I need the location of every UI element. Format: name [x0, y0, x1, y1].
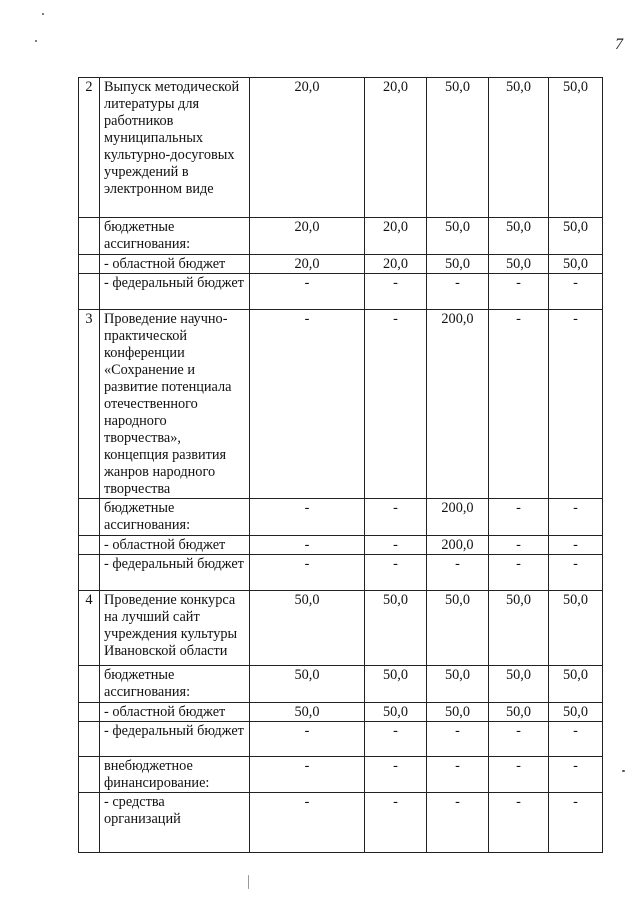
year-value-3: 200,0: [427, 536, 489, 555]
table-row: [79, 703, 603, 722]
table-row: [79, 255, 603, 274]
year-value-2: -: [365, 722, 427, 757]
table-row: [79, 78, 603, 218]
year-value-4: -: [489, 722, 549, 757]
year-value-3: 200,0: [427, 310, 489, 499]
row-description: - областной бюджет: [100, 703, 250, 722]
row-number: [79, 555, 100, 591]
row-number: 3: [79, 310, 100, 499]
row-description: - областной бюджет: [100, 255, 250, 274]
year-value-2: -: [365, 757, 427, 793]
table-row: [79, 793, 603, 853]
year-value-3: 50,0: [427, 255, 489, 274]
row-number: [79, 793, 100, 853]
row-number: 4: [79, 591, 100, 666]
year-value-5: 50,0: [549, 78, 603, 218]
scan-speck: [248, 875, 249, 889]
year-value-5: -: [549, 722, 603, 757]
row-description: Выпуск методической литературы для работников муниципальных культурно-досуговых учреждений в электронном виде: [100, 78, 250, 218]
row-number: 2: [79, 78, 100, 218]
year-value-3: 50,0: [427, 218, 489, 255]
year-value-3: -: [427, 757, 489, 793]
year-value-2: -: [365, 274, 427, 310]
year-value-4: 50,0: [489, 703, 549, 722]
scan-speck: [35, 40, 37, 42]
row-number: [79, 703, 100, 722]
row-description: Проведение конкурса на лучший сайт учреждения культуры Ивановской области: [100, 591, 250, 666]
year-value-2: -: [365, 310, 427, 499]
year-value-5: -: [549, 536, 603, 555]
table-row: [79, 591, 603, 666]
year-value-2: 50,0: [365, 666, 427, 703]
year-value-1: 50,0: [250, 591, 365, 666]
row-number: [79, 499, 100, 536]
year-value-4: -: [489, 757, 549, 793]
year-value-1: -: [250, 555, 365, 591]
row-description: - федеральный бюджет: [100, 274, 250, 310]
row-description: бюджетные ассигнования:: [100, 218, 250, 255]
year-value-5: -: [549, 274, 603, 310]
year-value-4: -: [489, 310, 549, 499]
row-number: [79, 274, 100, 310]
year-value-5: -: [549, 555, 603, 591]
year-value-5: -: [549, 793, 603, 853]
table-row: [79, 666, 603, 703]
year-value-1: -: [250, 757, 365, 793]
year-value-1: 20,0: [250, 78, 365, 218]
table-row: [79, 499, 603, 536]
scan-speck: [42, 13, 44, 15]
row-number: [79, 666, 100, 703]
row-description: бюджетные ассигнования:: [100, 666, 250, 703]
year-value-4: -: [489, 499, 549, 536]
table-row: [79, 757, 603, 793]
row-number: [79, 255, 100, 274]
row-number: [79, 218, 100, 255]
row-description: - средства организаций: [100, 793, 250, 853]
year-value-3: 50,0: [427, 666, 489, 703]
row-description: - федеральный бюджет: [100, 555, 250, 591]
year-value-4: -: [489, 555, 549, 591]
year-value-2: -: [365, 793, 427, 853]
year-value-3: -: [427, 793, 489, 853]
year-value-1: -: [250, 793, 365, 853]
row-number: [79, 757, 100, 793]
row-description: бюджетные ассигнования:: [100, 499, 250, 536]
year-value-4: -: [489, 536, 549, 555]
year-value-1: -: [250, 499, 365, 536]
row-number: [79, 722, 100, 757]
year-value-3: -: [427, 274, 489, 310]
row-description: - федеральный бюджет: [100, 722, 250, 757]
year-value-2: 20,0: [365, 218, 427, 255]
year-value-2: 20,0: [365, 255, 427, 274]
table-row: [79, 218, 603, 255]
budget-table: [78, 77, 603, 853]
year-value-1: -: [250, 310, 365, 499]
year-value-1: -: [250, 536, 365, 555]
year-value-3: 50,0: [427, 703, 489, 722]
scan-speck: [622, 770, 625, 772]
year-value-3: 50,0: [427, 591, 489, 666]
page-number: 7: [615, 36, 623, 53]
table-row: [79, 310, 603, 499]
row-description: внебюджетное финансирование:: [100, 757, 250, 793]
year-value-5: 50,0: [549, 703, 603, 722]
year-value-2: -: [365, 555, 427, 591]
year-value-1: 20,0: [250, 218, 365, 255]
year-value-1: 50,0: [250, 666, 365, 703]
year-value-4: -: [489, 274, 549, 310]
table-row: [79, 536, 603, 555]
year-value-5: 50,0: [549, 255, 603, 274]
year-value-5: 50,0: [549, 591, 603, 666]
year-value-2: -: [365, 536, 427, 555]
year-value-2: 20,0: [365, 78, 427, 218]
year-value-4: -: [489, 793, 549, 853]
year-value-1: 20,0: [250, 255, 365, 274]
year-value-3: 50,0: [427, 78, 489, 218]
year-value-2: 50,0: [365, 591, 427, 666]
year-value-4: 50,0: [489, 218, 549, 255]
year-value-5: -: [549, 310, 603, 499]
year-value-4: 50,0: [489, 78, 549, 218]
table-row: [79, 274, 603, 310]
table-row: [79, 555, 603, 591]
year-value-5: 50,0: [549, 218, 603, 255]
year-value-3: 200,0: [427, 499, 489, 536]
year-value-2: -: [365, 499, 427, 536]
year-value-2: 50,0: [365, 703, 427, 722]
year-value-3: -: [427, 555, 489, 591]
row-number: [79, 536, 100, 555]
table-row: [79, 722, 603, 757]
year-value-1: -: [250, 722, 365, 757]
year-value-3: -: [427, 722, 489, 757]
year-value-4: 50,0: [489, 591, 549, 666]
year-value-1: -: [250, 274, 365, 310]
row-description: Проведение научно-практической конференции «Сохранение и развитие потенциала отечественного народного творчества», концепция развития жанров народного творчества: [100, 310, 250, 499]
year-value-4: 50,0: [489, 255, 549, 274]
year-value-5: -: [549, 757, 603, 793]
year-value-4: 50,0: [489, 666, 549, 703]
year-value-1: 50,0: [250, 703, 365, 722]
year-value-5: 50,0: [549, 666, 603, 703]
row-description: - областной бюджет: [100, 536, 250, 555]
year-value-5: -: [549, 499, 603, 536]
